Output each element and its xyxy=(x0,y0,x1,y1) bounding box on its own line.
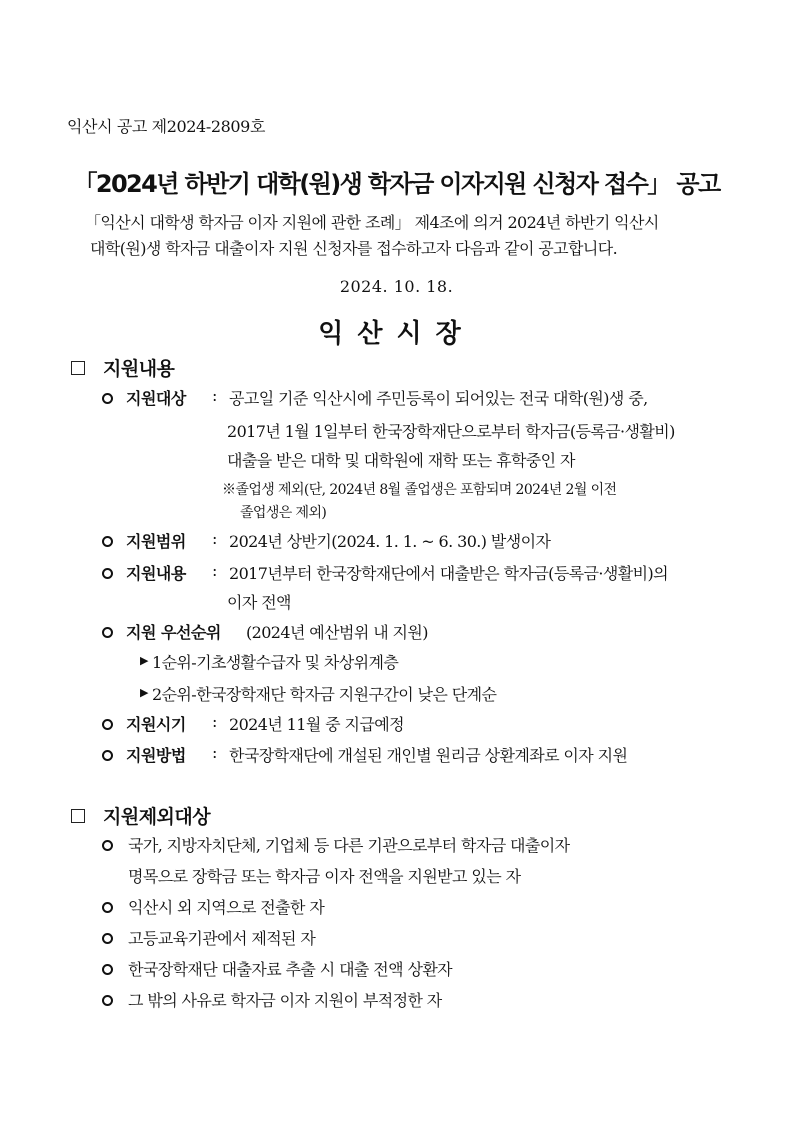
triangle-bullet-icon: ▶ xyxy=(140,654,149,667)
issuer: 익산시장 xyxy=(318,319,475,349)
priority-item-1: 1순위-기초생활수급자 및 차상위계층 xyxy=(152,653,399,672)
target-note-1: ※졸업생 제외(단, 2024년 8월 졸업생은 포함되며 2024년 2월 이전 xyxy=(222,482,617,498)
priority-suffix: (2024년 예산범위 내 지원) xyxy=(246,623,428,642)
method-colon: : xyxy=(212,743,217,762)
target-colon: : xyxy=(212,386,217,405)
priority-item-2: 2순위-한국장학재단 학자금 지원구간이 낮은 단계순 xyxy=(152,685,497,704)
exclusion-item-1-line-2: 명목으로 장학금 또는 학자금 이자 전액을 지원받고 있는 자 xyxy=(128,867,521,886)
method-label: 지원방법 xyxy=(126,746,186,765)
target-line-3: 대출을 받은 대학 및 대학원에 재학 또는 휴학중인 자 xyxy=(227,451,575,470)
target-line-2: 2017년 1월 1일부터 한국장학재단으로부터 학자금(등록금·생활비) xyxy=(227,422,675,441)
bullet-circle-icon xyxy=(102,840,113,851)
exclusion-item-1-line-1: 국가, 지방자치단체, 기업체 등 다른 기관으로부터 학자금 대출이자 xyxy=(128,836,570,855)
section-checkbox-icon xyxy=(71,361,85,375)
timing-colon: : xyxy=(212,712,217,731)
bullet-circle-icon xyxy=(102,536,113,547)
exclusion-item-3: 고등교육기관에서 제적된 자 xyxy=(128,929,316,948)
scope-text: 2024년 상반기(2024. 1. 1. ~ 6. 30.) 발생이자 xyxy=(229,532,551,551)
section-checkbox-icon xyxy=(71,809,85,823)
content-line-2: 이자 전액 xyxy=(227,593,291,612)
notice-date: 2024. 10. 18. xyxy=(339,277,454,296)
bullet-circle-icon xyxy=(102,719,113,730)
target-note-2: 졸업생은 제외) xyxy=(240,505,327,521)
bullet-circle-icon xyxy=(102,933,113,944)
page-title: 「2024년 하반기 대학(원)생 학자금 이자지원 신청자 접수」 공고 xyxy=(73,170,720,198)
bullet-circle-icon xyxy=(102,995,113,1006)
timing-text: 2024년 11월 중 지급예정 xyxy=(229,715,404,734)
scope-colon: : xyxy=(212,529,217,548)
bullet-circle-icon xyxy=(102,393,113,404)
bullet-circle-icon xyxy=(102,902,113,913)
method-text: 한국장학재단에 개설된 개인별 원리금 상환계좌로 이자 지원 xyxy=(229,746,628,765)
bullet-circle-icon xyxy=(102,750,113,761)
bullet-circle-icon xyxy=(102,627,113,638)
intro-line-1: 「익산시 대학생 학자금 이자 지원에 관한 조례」 제4조에 의거 2024년 하반기 익산시 xyxy=(85,213,659,232)
exclusion-item-5: 그 밖의 사유로 학자금 이자 지원이 부적정한 자 xyxy=(128,991,442,1010)
content-line-1: 2017년부터 한국장학재단에서 대출받은 학자금(등록금·생활비)의 xyxy=(229,564,668,583)
target-line-1: 공고일 기준 익산시에 주민등록이 되어있는 전국 대학(원)생 중, xyxy=(229,389,648,408)
bullet-circle-icon xyxy=(102,568,113,579)
notice-number: 익산시 공고 제2024-2809호 xyxy=(67,117,266,136)
content-colon: : xyxy=(212,561,217,580)
bullet-circle-icon xyxy=(102,964,113,975)
section2-heading: 지원제외대상 xyxy=(103,806,211,828)
exclusion-item-4: 한국장학재단 대출자료 추출 시 대출 전액 상환자 xyxy=(128,960,453,979)
intro-line-2: 대학(원)생 학자금 대출이자 지원 신청자를 접수하고자 다음과 같이 공고합니다. xyxy=(90,239,618,258)
target-label: 지원대상 xyxy=(126,389,186,408)
triangle-bullet-icon: ▶ xyxy=(140,686,149,699)
priority-label: 지원 우선순위 xyxy=(126,623,221,642)
scope-label: 지원범위 xyxy=(126,532,186,551)
exclusion-item-2: 익산시 외 지역으로 전출한 자 xyxy=(128,898,325,917)
timing-label: 지원시기 xyxy=(126,715,186,734)
content-label: 지원내용 xyxy=(126,564,186,583)
section1-heading: 지원내용 xyxy=(103,358,175,380)
